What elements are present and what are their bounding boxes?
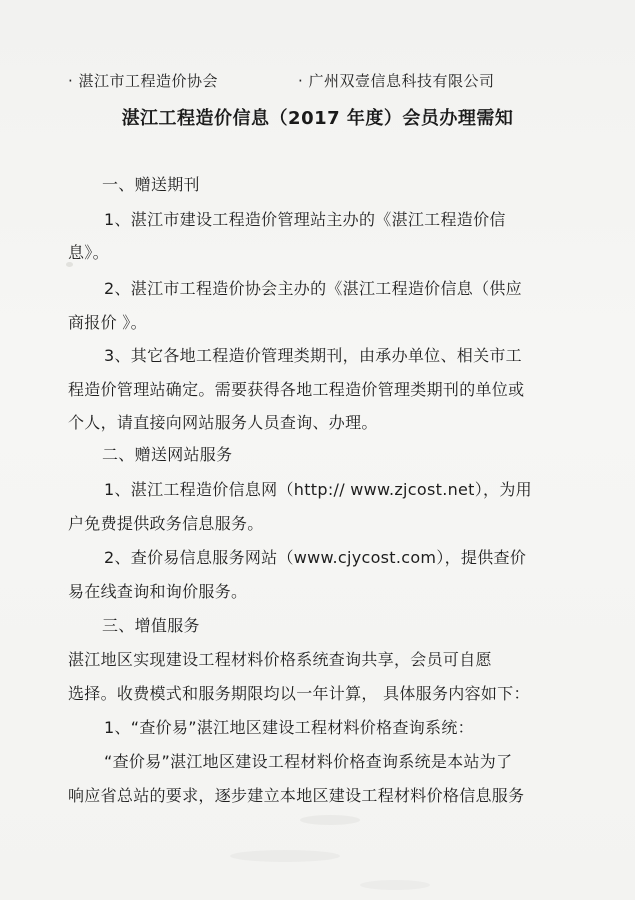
- scan-bleed: [300, 815, 360, 825]
- paragraph-line: 易在线查询和询价服务。: [68, 582, 248, 601]
- paragraph-line: 商报价 》。: [68, 313, 147, 332]
- paragraph-line: 湛江地区实现建设工程材料价格系统查询共享，会员可自愿: [68, 650, 492, 669]
- paragraph-line: 程造价管理站确定。需要获得各地工程造价管理类期刊的单位或: [68, 380, 525, 399]
- org-name-guangzhou-company: · 广州双壹信息科技有限公司: [298, 72, 495, 90]
- section-heading-web-services: 二、赠送网站服务: [102, 445, 233, 464]
- scan-bleed: [360, 880, 430, 890]
- paragraph-line: 1、湛江工程造价信息网（http:// www.zjcost.net），为用: [104, 480, 532, 499]
- org-name-zhanjiang-association: · 湛江市工程造价协会: [68, 72, 219, 90]
- paragraph-line: 1、“查价易”湛江地区建设工程材料价格查询系统：: [104, 718, 474, 737]
- paragraph-line: 个人，请直接向网站服务人员查询、办理。: [68, 413, 378, 432]
- paragraph-line: 1、湛江市建设工程造价管理站主办的《湛江工程造价信: [104, 210, 506, 229]
- paragraph-line: 2、湛江市工程造价协会主办的《湛江工程造价信息（供应: [104, 279, 522, 298]
- paragraph-line: 3、其它各地工程造价管理类期刊，由承办单位、相关市工: [104, 346, 522, 365]
- scan-speck: [66, 262, 73, 267]
- paragraph-line: 选择。收费模式和服务期限均以一年计算， 具体服务内容如下：: [68, 684, 530, 703]
- paragraph-line: 息》。: [68, 243, 109, 262]
- paragraph-line: “查价易”湛江地区建设工程材料价格查询系统是本站为了: [104, 752, 513, 771]
- paragraph-line: 2、查价易信息服务网站（www.cjycost.com），提供查价: [104, 548, 527, 567]
- paragraph-line: 响应省总站的要求，逐步建立本地区建设工程材料价格信息服务: [68, 786, 525, 805]
- document-title: 湛江工程造价信息（2017 年度）会员办理需知: [121, 108, 514, 129]
- section-heading-periodicals: 一、赠送期刊: [102, 175, 200, 194]
- section-heading-value-added: 三、增值服务: [102, 616, 200, 635]
- paragraph-line: 户免费提供政务信息服务。: [68, 514, 264, 533]
- scan-bleed: [230, 850, 340, 862]
